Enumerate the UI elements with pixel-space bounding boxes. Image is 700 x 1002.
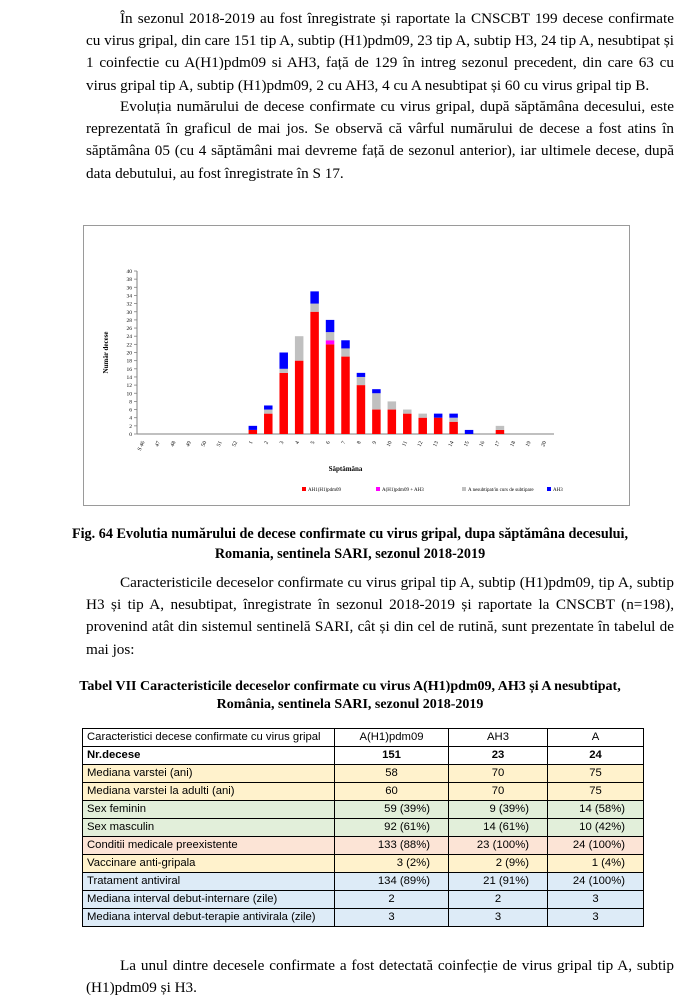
header-characteristic: Caracteristici decese confirmate cu virus gripal [83, 729, 335, 747]
x-tick-label: 8 [356, 440, 363, 446]
y-tick-label: 20 [126, 350, 132, 357]
bar-segment [341, 357, 349, 434]
row-value: 75 [548, 765, 644, 783]
table-row [83, 765, 644, 783]
row-value: 75 [548, 783, 644, 801]
bar-segment [449, 422, 457, 434]
row-value: 10 (42%) [548, 819, 644, 837]
row-value: 23 (100%) [449, 837, 548, 855]
table-header-row [83, 729, 644, 747]
legend-swatch [462, 487, 466, 491]
x-tick-label: 20 [540, 440, 549, 448]
row-label: Sex masculin [83, 819, 335, 837]
bar-segment [310, 312, 318, 434]
y-tick-label: 32 [126, 301, 132, 308]
x-tick-label: 15 [463, 440, 471, 448]
coinfection-paragraph: La unul dintre decesele confirmate a fost detectată coinfecție de virus gripal tip A, subtip (H1)pdm09 și H3. [86, 957, 674, 997]
table-caption-line2: România, sentinela SARI, sezonul 2018-2019 [216, 697, 484, 712]
y-tick-label: 14 [126, 374, 132, 381]
y-tick-label: 22 [126, 342, 132, 349]
y-tick-label: 38 [126, 277, 132, 284]
row-value: 2 [335, 891, 449, 909]
bar-segment [418, 418, 426, 434]
bar-segment [418, 414, 426, 418]
legend-label: A(H1)pdm09 + AH3 [382, 488, 424, 493]
bar-segment [326, 344, 334, 434]
legend-label: A nesubtipat/in curs de subtipare [468, 488, 534, 493]
bar-segment [434, 414, 442, 418]
row-value: 1 (4%) [548, 855, 644, 873]
table-row [83, 891, 644, 909]
y-tick-label: 18 [126, 358, 132, 365]
bar-segment [449, 414, 457, 418]
bar-segment [388, 410, 396, 434]
table-caption [40, 678, 660, 714]
y-tick-label: 8 [129, 399, 132, 406]
bar-segment [326, 320, 334, 332]
x-tick-label: S 46 [136, 440, 147, 452]
table-row [83, 783, 644, 801]
table-row [83, 747, 644, 765]
y-tick-label: 4 [129, 415, 132, 422]
x-tick-label: 18 [509, 440, 518, 448]
bar-segment [403, 414, 411, 434]
row-label: Sex feminin [83, 801, 335, 819]
header-col-3: A [548, 729, 644, 747]
bar-segment [326, 340, 334, 344]
y-tick-label: 6 [129, 407, 132, 414]
x-tick-label: 10 [385, 440, 394, 448]
y-tick-label: 2 [129, 423, 132, 430]
bar-segment [341, 340, 349, 348]
y-tick-label: 28 [126, 317, 132, 324]
bar-segment [357, 385, 365, 434]
row-value: 24 (100%) [548, 873, 644, 891]
bar-segment [372, 393, 380, 409]
x-tick-label: 6 [325, 440, 332, 446]
x-tick-label: 17 [493, 440, 502, 448]
legend-label: AH1(H1)pdm09 [308, 488, 342, 493]
y-tick-label: 12 [126, 383, 132, 390]
bar-segment [357, 377, 365, 385]
row-value: 21 (91%) [449, 873, 548, 891]
row-label: Mediana interval debut-internare (zile) [83, 891, 335, 909]
x-tick-label: 7 [340, 440, 348, 446]
row-value: 3 [449, 909, 548, 927]
row-value: 92 (61%) [335, 819, 449, 837]
row-value: 133 (88%) [335, 837, 449, 855]
bar-segment [372, 410, 380, 434]
row-value: 23 [449, 747, 548, 765]
row-label: Tratament antiviral [83, 873, 335, 891]
row-value: 70 [449, 765, 548, 783]
x-tick-label: 3 [278, 440, 286, 446]
bar-segment [264, 405, 272, 409]
row-value: 70 [449, 783, 548, 801]
x-tick-label: 19 [524, 440, 533, 448]
x-axis-title: Săptămâna [328, 465, 363, 473]
row-value: 134 (89%) [335, 873, 449, 891]
row-label: Mediana varstei (ani) [83, 765, 335, 783]
y-tick-label: 40 [126, 269, 132, 275]
x-tick-label: 49 [185, 440, 193, 448]
row-value: 14 (58%) [548, 801, 644, 819]
y-tick-label: 16 [126, 366, 132, 373]
bar-segment [295, 336, 303, 360]
evolution-paragraph: Evoluția numărului de decese confirmate cu virus gripal, după săptămâna decesului, este reprezentată în graficul de mai jos. Se observă că vârful numărului de decese a fost atins în săptămâna 05 (cu 4 săptămâni mai devreme față de sezonul anterior), iar ultimele decese, după data debutului, au fost înregistrate în S 17. [86, 98, 674, 182]
x-tick-label: 16 [478, 440, 487, 448]
x-tick-label: 12 [416, 440, 425, 448]
x-tick-label: 1 [248, 440, 255, 446]
bar-segment [449, 418, 457, 422]
bar-segment [465, 430, 473, 434]
y-tick-label: 26 [126, 326, 132, 333]
table-row [83, 801, 644, 819]
row-value: 2 (9%) [449, 855, 548, 873]
row-value: 14 (61%) [449, 819, 548, 837]
row-value: 3 (2%) [335, 855, 449, 873]
bar-segment [372, 389, 380, 393]
row-label: Vaccinare anti-gripala [83, 855, 335, 873]
y-tick-label: 36 [126, 285, 132, 292]
row-label: Conditii medicale preexistente [83, 837, 335, 855]
row-label: Mediana interval debut-terapie antivirala (zile) [83, 909, 335, 927]
table-row [83, 837, 644, 855]
row-value: 3 [548, 909, 644, 927]
bar-segment [249, 426, 257, 430]
row-value: 59 (39%) [335, 801, 449, 819]
row-value: 151 [335, 747, 449, 765]
x-tick-label: 48 [169, 440, 178, 448]
deaths-by-week-chart [83, 225, 630, 506]
bar-segment [388, 401, 396, 409]
legend-swatch [302, 487, 306, 491]
bar-segment [357, 373, 365, 377]
header-col-1: A(H1)pdm09 [335, 729, 449, 747]
bar-segment [403, 410, 411, 414]
characteristics-paragraph: Caracteristicile deceselor confirmate cu virus gripal tip A, subtip (H1)pdm09, tip A, subtip H3 și tip A, nesubtipat, înregistrate în sezonul 2018-2019 și raportate la CNSCBT (n=198), provenind atât din sistemul sentinelă SARI, cât și din cel de rutină, sunt prezentate în tabelul de mai jos: [86, 574, 674, 658]
y-axis-title: Număr decese [102, 331, 110, 374]
row-value: 3 [548, 891, 644, 909]
x-tick-label: 52 [231, 440, 240, 448]
y-tick-label: 0 [129, 432, 132, 438]
bar-segment [279, 353, 287, 369]
y-tick-label: 10 [126, 391, 132, 398]
legend-swatch [547, 487, 551, 491]
bar-segment [295, 361, 303, 434]
x-tick-label: 51 [215, 440, 224, 448]
x-tick-label: 47 [154, 440, 162, 448]
row-label: Mediana varstei la adulti (ani) [83, 783, 335, 801]
row-value: 3 [335, 909, 449, 927]
chart-svg [84, 226, 629, 505]
bar-segment [496, 426, 504, 430]
figure-caption-line2: Romania, sentinela SARI, sezonul 2018-2019 [214, 546, 486, 562]
header-col-2: AH3 [449, 729, 548, 747]
bar-segment [279, 373, 287, 434]
row-label: Nr.decese [83, 747, 335, 765]
x-tick-label: 11 [401, 440, 410, 448]
bar-segment [249, 430, 257, 434]
characteristics-table [82, 728, 644, 927]
x-tick-label: 50 [200, 440, 209, 448]
bar-segment [434, 418, 442, 434]
x-tick-label: 13 [432, 440, 440, 448]
table-row [83, 855, 644, 873]
bar-segment [264, 410, 272, 414]
bar-segment [310, 291, 318, 303]
row-value: 24 [548, 747, 644, 765]
bar-segment [279, 369, 287, 373]
legend-label: AH3 [553, 488, 563, 493]
x-tick-label: 2 [263, 440, 271, 446]
x-tick-label: 5 [309, 440, 317, 446]
bar-segment [496, 430, 504, 434]
table-row [83, 819, 644, 837]
row-value: 60 [335, 783, 449, 801]
table-row [83, 909, 644, 927]
table-caption-line1: Tabel VII Caracteristicile deceselor confirmate cu virus A(H1)pdm09, AH3 și A nesubtipat, [79, 679, 621, 694]
bar-segment [264, 414, 272, 434]
x-tick-label: 4 [294, 440, 301, 446]
x-tick-label: 14 [447, 440, 456, 448]
table-row [83, 873, 644, 891]
bar-segment [310, 304, 318, 312]
bar-segment [341, 348, 349, 356]
figure-caption [40, 524, 660, 564]
row-value: 58 [335, 765, 449, 783]
intro-paragraph: În sezonul 2018-2019 au fost înregistrate și raportate la CNSCBT 199 decese confirmate cu virus gripal, din care 151 tip A, subtip (H1)pdm09, 23 tip A, subtip H3, 24 tip A, nesubtipat și 1 coinfectie cu A(H1)pdm09 si AH3, față de 129 în intreg sezonul precedent, din care 63 cu virus gripal tip A, subtip (H1)pdm09, 2 cu AH3, 4 cu A nesubtipat și 60 cu virus gripal tip B. [86, 10, 674, 94]
bar-segment [326, 332, 334, 340]
y-tick-label: 30 [126, 309, 132, 316]
figure-caption-line1: Fig. 64 Evolutia numărului de decese confirmate cu virus gripal, dupa săptămâna decesului, [71, 526, 629, 542]
y-tick-label: 34 [126, 293, 132, 300]
row-value: 2 [449, 891, 548, 909]
legend-swatch [376, 487, 380, 491]
y-tick-label: 24 [126, 334, 132, 341]
x-tick-label: 9 [371, 440, 379, 446]
row-value: 24 (100%) [548, 837, 644, 855]
row-value: 9 (39%) [449, 801, 548, 819]
